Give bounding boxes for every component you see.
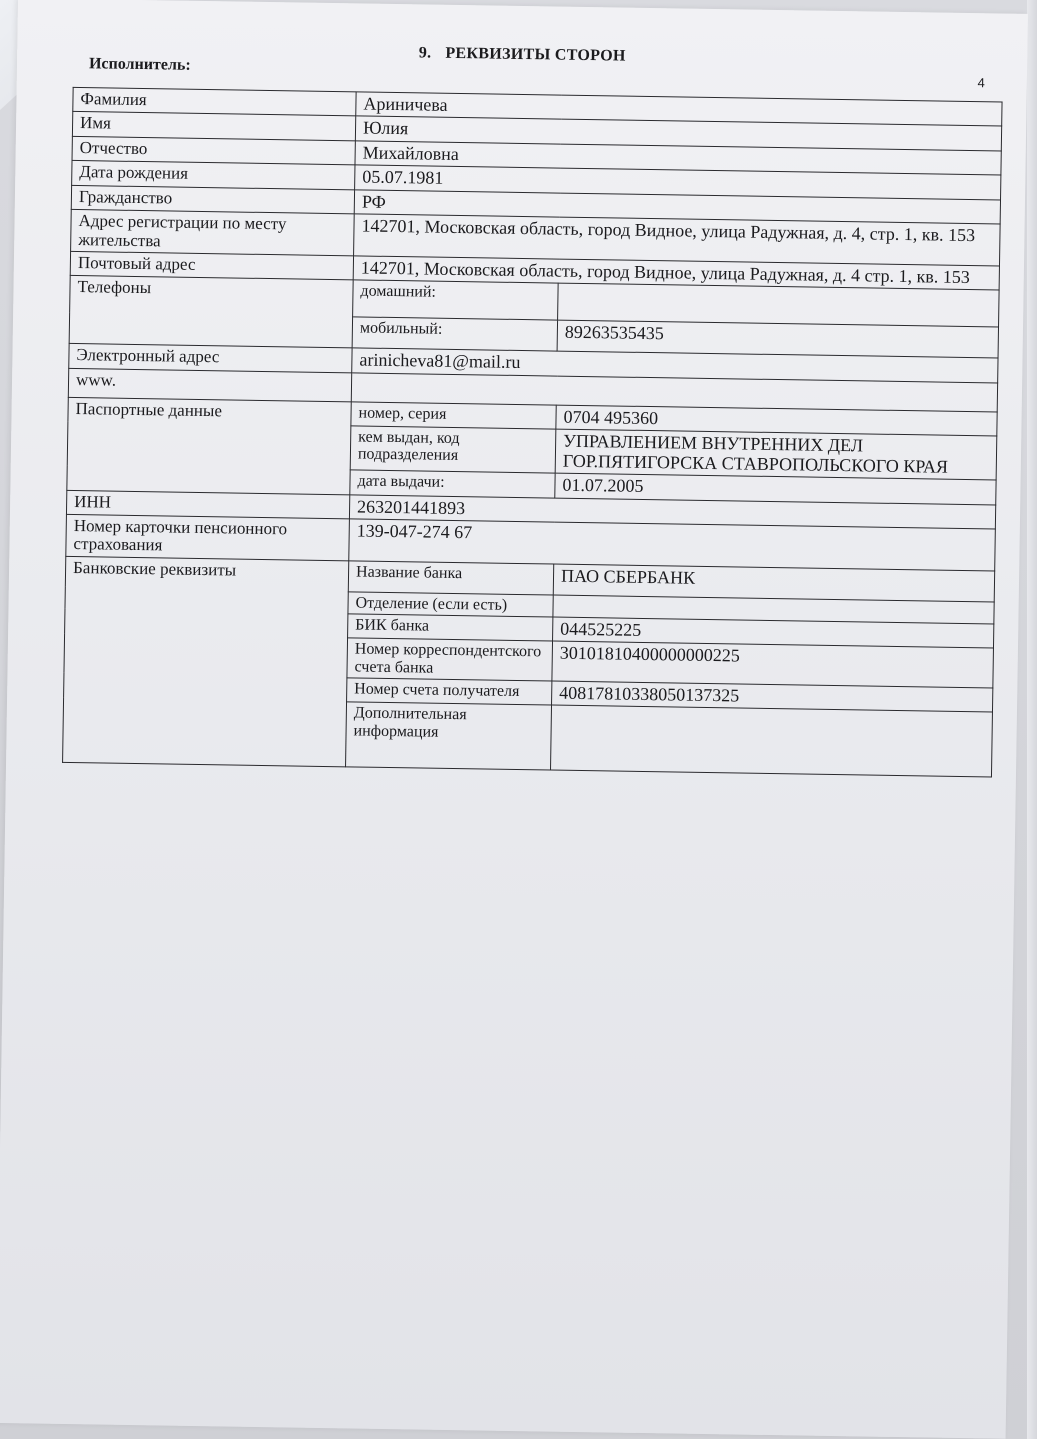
registration-address-label: Адрес регистрации по месту жительства — [71, 210, 355, 256]
phone-mobile-label: мобильный: — [352, 317, 557, 351]
bank-label: Банковские реквизиты — [63, 556, 349, 767]
phone-mobile-value: 89263535435 — [557, 320, 998, 358]
page-number: 4 — [977, 75, 985, 91]
party-label: Исполнитель: — [88, 55, 191, 74]
citizenship-label: Гражданство — [71, 185, 354, 214]
section-title-text: РЕКВИЗИТЫ СТОРОН — [445, 44, 626, 65]
section-number: 9. — [418, 44, 432, 62]
passport-issued-by-value: УПРАВЛЕНИЕМ ВНУТРЕННИХ ДЕЛ ГОР.ПЯТИГОРСКА СТАВРОПОЛЬСКОГО КРАЯ — [555, 429, 997, 480]
inn-value: 263201441893 — [349, 494, 995, 529]
passport-label: Паспортные данные — [67, 397, 351, 494]
postal-address-value: 142701, Московская область, город Видное, улица Радужная, д. 4 стр. 1, кв. 153 — [353, 256, 999, 291]
bank-name-value: ПАО СБЕРБАНК — [553, 564, 994, 602]
bank-corr-account-label: Номер корреспондентского счета банка — [347, 638, 553, 681]
bank-name-label: Название банка — [348, 561, 553, 595]
snils-label: Номер карточки пенсионного страхования — [66, 514, 350, 560]
patronymic-label: Отчество — [72, 136, 355, 165]
snils-value: 139-047-274 67 — [349, 519, 996, 571]
bank-corr-account-value: 30101810400000000225 — [552, 641, 994, 687]
phones-label: Телефоны — [69, 276, 353, 348]
name-value: Юлия — [355, 116, 1001, 151]
surname-label: Фамилия — [73, 87, 356, 116]
next-page-edge — [1027, 0, 1037, 1439]
postal-address-label: Почтовый адрес — [70, 251, 353, 280]
passport-issue-date-value: 01.07.2005 — [555, 473, 996, 504]
passport-issue-date-label: дата выдачи: — [350, 470, 555, 498]
surname-value: Ариничева — [356, 92, 1002, 127]
citizenship-value: РФ — [354, 190, 1000, 225]
name-label: Имя — [72, 112, 355, 141]
phone-home-label: домашний: — [353, 280, 559, 320]
birth-date-label: Дата рождения — [72, 161, 355, 190]
passport-number-value: 0704 495360 — [556, 405, 997, 436]
birth-date-value: 05.07.1981 — [355, 165, 1001, 200]
email-value: arinicheva81@mail.ru — [352, 348, 998, 383]
bank-bik-label: БИК банка — [348, 614, 553, 642]
bank-extra-value — [550, 705, 992, 777]
inn-label: ИНН — [66, 490, 349, 519]
website-label: www. — [68, 368, 351, 401]
passport-number-label: номер, серия — [351, 402, 556, 430]
email-label: Электронный адрес — [69, 344, 352, 373]
bank-account-label: Номер счета получателя — [347, 678, 552, 706]
bank-branch-label: Отделение (если есть) — [348, 592, 553, 617]
passport-issued-by-label: кем выдан, код подразделения — [350, 426, 556, 473]
registration-address-value: 142701, Московская область, город Видное, улица Радужная, д. 4, стр. 1, кв. 153 — [354, 214, 1001, 266]
bank-extra-label: Дополнительная информация — [346, 702, 552, 770]
requisites-table — [62, 87, 1003, 778]
patronymic-value: Михайловна — [355, 141, 1001, 176]
bank-account-value: 40817810338050137325 — [552, 681, 993, 712]
bank-bik-value: 044525225 — [553, 617, 994, 648]
